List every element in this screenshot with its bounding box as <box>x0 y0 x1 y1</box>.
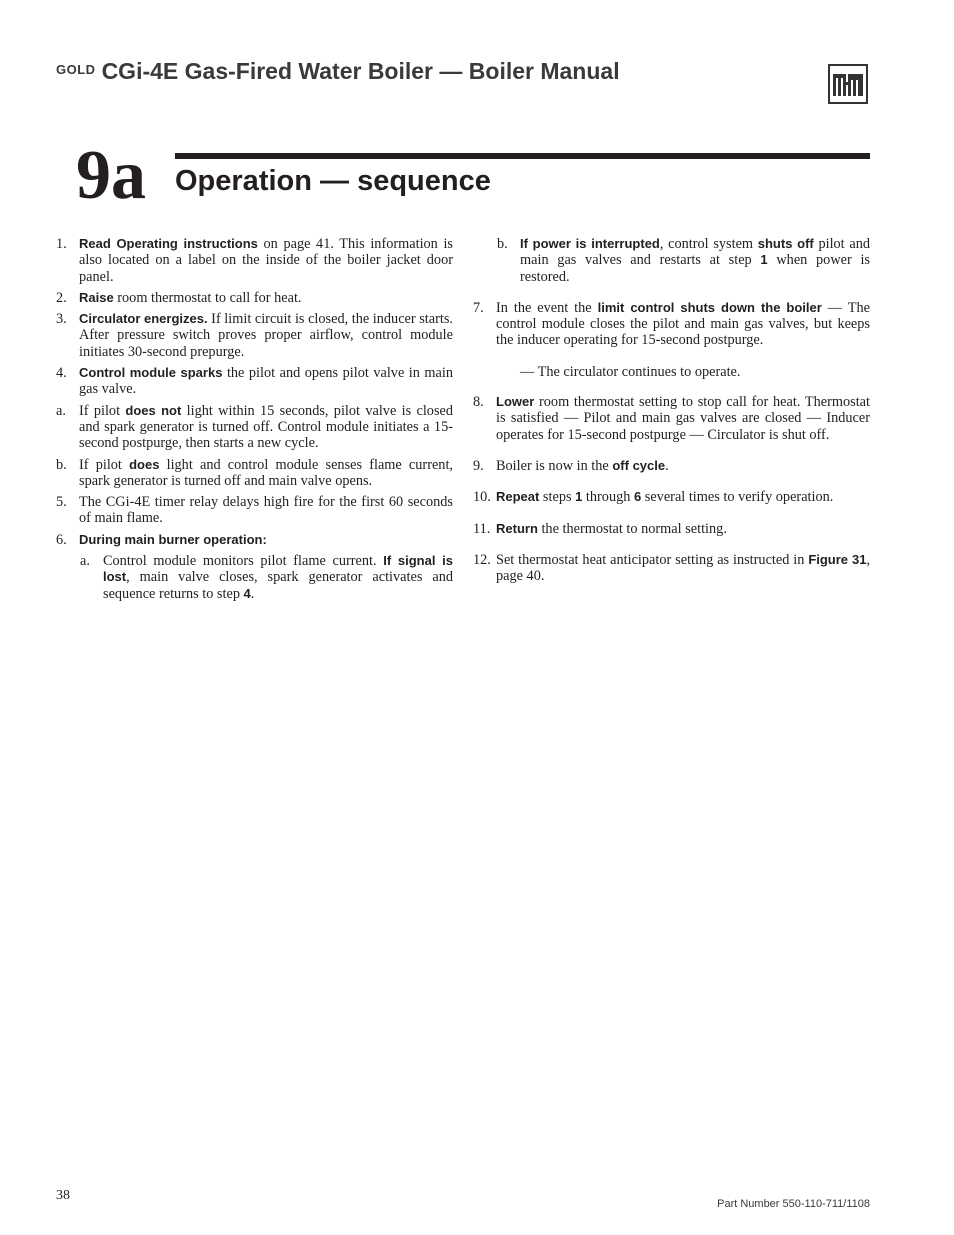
list-item: b. If pilot does light and control module senses flame current, spark generator is turned off and main valve opens. <box>56 456 453 489</box>
list-item: 6. During main burner operation: <box>56 531 267 548</box>
list-item: 10. Repeat steps 1 through 6 several times to verify operation. <box>473 489 834 506</box>
list-item: 3. Circulator energizes. If limit circuit is closed, the inducer starts. After pressure switch proves proper airflow, control module initiates 30-second prepurge. <box>56 311 453 360</box>
list-item: 9. Boiler is now in the off cycle. <box>473 457 669 474</box>
list-item: b. If power is interrupted, control system shuts off pilot and main gas valves and restarts at step 1 when power is restored. <box>497 236 870 285</box>
list-item: 7. In the event the limit control shuts down the boiler — The control module closes the pilot and main gas valves, but keeps the inducer operating for 15-second postpurge. <box>473 299 870 349</box>
section-rule <box>175 153 870 159</box>
part-number: Part Number 550-110-711/1108 <box>717 1198 870 1210</box>
list-item: 8. Lower room thermostat setting to stop call for heat. Thermostat is satisfied — Pilot and main gas valves are closed — Inducer operates for 15-second postpurge — Circulator is shut off. <box>473 394 870 443</box>
list-item: 4. Control module sparks the pilot and opens pilot valve in main gas valve. <box>56 365 454 398</box>
list-item: 11. Return the thermostat to normal setting. <box>473 520 727 537</box>
running-header <box>56 58 796 85</box>
list-item: 5. The CGi-4E timer relay delays high fire for the first 60 seconds of main flame. <box>56 494 453 527</box>
right-column <box>473 236 870 599</box>
left-column <box>56 236 453 607</box>
brand-label: GOLD <box>56 62 96 77</box>
list-item: 2. Raise room thermostat to call for heat. <box>56 289 302 306</box>
section-number: 9a <box>76 137 146 214</box>
circulator-note: — The circulator continues to operate. <box>520 363 741 380</box>
list-item: a. Control module monitors pilot flame current. If signal is lost, main valve closes, spark generator activates and sequence returns to step 4. <box>80 553 453 602</box>
manual-title: CGi-4E Gas-Fired Water Boiler — Boiler Manual <box>101 58 620 84</box>
list-item: 1. Read Operating instructions on page 41. This information is also located on a label on the inside of the boiler jacket door panel. <box>56 236 453 285</box>
list-item: 12. Set thermostat heat anticipator setting as instructed in Figure 31, page 40. <box>473 551 871 585</box>
wm-logo-icon <box>828 64 868 104</box>
section-title: Operation — sequence <box>175 165 491 197</box>
list-item: a. If pilot does not light within 15 seconds, pilot valve is closed and spark generator is turned off. Control module initiates a 15-second postpurge, then starts a new cycle. <box>56 402 454 452</box>
page-number: 38 <box>56 1188 70 1203</box>
